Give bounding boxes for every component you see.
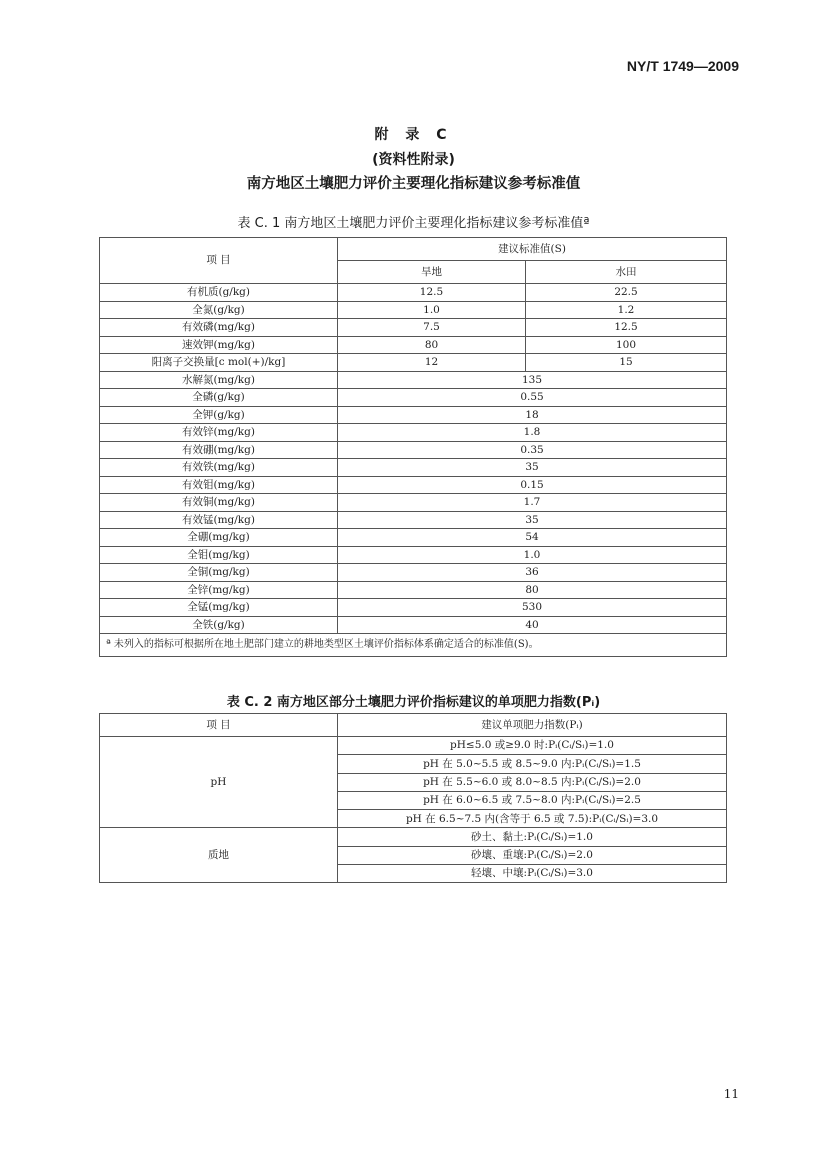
index-rule-cell: 砂壤、重壤:Pᵢ(Cᵢ/Sᵢ)=2.0 (338, 846, 727, 864)
table-row (100, 828, 727, 846)
item-cell: 有机质(g/kg) (100, 284, 338, 302)
paddy-value-cell: 1.2 (526, 301, 727, 319)
item-cell: 有效磷(mg/kg) (100, 319, 338, 337)
dryland-value-cell: 1.0 (338, 301, 526, 319)
item-cell: 全钼(mg/kg) (100, 546, 338, 564)
paddy-value-cell: 100 (526, 336, 727, 354)
annex-title: 南方地区土壤肥力评价主要理化指标建议参考标准值 (246, 176, 581, 192)
standard-value-cell: 135 (338, 371, 727, 389)
table-header-row (100, 714, 727, 737)
dryland-value-cell: 80 (338, 336, 526, 354)
standard-value-cell: 1.0 (338, 546, 727, 564)
standard-value-cell: 40 (338, 616, 727, 634)
item-cell: 全铁(g/kg) (100, 616, 338, 634)
index-rule-cell: pH 在 5.0~5.5 或 8.5~9.0 内:Pᵢ(Cᵢ/Sᵢ)=1.5 (338, 755, 727, 773)
standard-value-cell: 1.8 (338, 424, 727, 442)
standard-value-cell: 35 (338, 511, 727, 529)
table-row (100, 616, 727, 634)
standard-value-cell: 35 (338, 459, 727, 477)
item-cell: 有效钼(mg/kg) (100, 476, 338, 494)
header-dryland: 旱地 (338, 261, 526, 284)
table-row (100, 494, 727, 512)
standard-code: NY/T 1749—2009 (626, 58, 739, 74)
standard-value-cell: 54 (338, 529, 727, 547)
table-row (100, 284, 727, 302)
paddy-value-cell: 12.5 (526, 319, 727, 337)
index-rule-cell: pH 在 5.5~6.0 或 8.0~8.5 内:Pᵢ(Cᵢ/Sᵢ)=2.0 (338, 773, 727, 791)
table1-caption: 表 C. 1 南方地区土壤肥力评价主要理化指标建议参考标准值ª (237, 216, 590, 231)
header-paddy: 水田 (526, 261, 727, 284)
table-row (100, 441, 727, 459)
fertility-index-table (99, 713, 727, 883)
header-item: 项 目 (100, 238, 338, 284)
dryland-value-cell: 7.5 (338, 319, 526, 337)
table2-caption: 表 C. 2 南方地区部分土壤肥力评价指标建议的单项肥力指数(Pᵢ) (226, 695, 601, 710)
index-rule-cell: 轻壤、中壤:Pᵢ(Cᵢ/Sᵢ)=3.0 (338, 865, 727, 883)
table-row (100, 406, 727, 424)
table-row (100, 354, 727, 372)
item-cell: 全锰(mg/kg) (100, 599, 338, 617)
table-row (100, 336, 727, 354)
table-row (100, 459, 727, 477)
table-header-row (100, 238, 727, 261)
standard-value-cell: 530 (338, 599, 727, 617)
standard-value-cell: 0.35 (338, 441, 727, 459)
index-rule-cell: pH≤5.0 或≥9.0 时:Pᵢ(Cᵢ/Sᵢ)=1.0 (338, 737, 727, 755)
index-rule-cell: pH 在 6.5~7.5 内(含等于 6.5 或 7.5):Pᵢ(Cᵢ/Sᵢ)=3.0 (338, 810, 727, 828)
standard-value-cell: 36 (338, 564, 727, 582)
table-row (100, 389, 727, 407)
item-cell: 全铜(mg/kg) (100, 564, 338, 582)
table-row (100, 371, 727, 389)
item-cell: 有效锰(mg/kg) (100, 511, 338, 529)
table-row (100, 529, 727, 547)
item-cell: 质地 (100, 828, 338, 883)
dryland-value-cell: 12 (338, 354, 526, 372)
header-fertility-index: 建议单项肥力指数(Pᵢ) (338, 714, 727, 737)
reference-standard-table (99, 237, 727, 657)
item-cell: 全硼(mg/kg) (100, 529, 338, 547)
dryland-value-cell: 12.5 (338, 284, 526, 302)
table-row (100, 599, 727, 617)
item-cell: 全氮(g/kg) (100, 301, 338, 319)
table-row (100, 511, 727, 529)
item-cell: 有效铜(mg/kg) (100, 494, 338, 512)
item-cell: 水解氮(mg/kg) (100, 371, 338, 389)
table-row (100, 301, 727, 319)
header-standard-value: 建议标准值(S) (338, 238, 727, 261)
table-footnote: ª 未列入的指标可根据所在地土肥部门建立的耕地类型区土壤评价指标体系确定适合的标准值(S)。 (100, 634, 727, 657)
table-row (100, 581, 727, 599)
table-row (100, 476, 727, 494)
table-row (100, 737, 727, 755)
item-cell: 全钾(g/kg) (100, 406, 338, 424)
item-cell: 速效钾(mg/kg) (100, 336, 338, 354)
header-item: 项 目 (100, 714, 338, 737)
table-row (100, 546, 727, 564)
standard-value-cell: 0.15 (338, 476, 727, 494)
table-row (100, 319, 727, 337)
table-row (100, 564, 727, 582)
page-number: 11 (723, 1087, 739, 1101)
standard-value-cell: 0.55 (338, 389, 727, 407)
item-cell: pH (100, 737, 338, 828)
index-rule-cell: pH 在 6.0~6.5 或 7.5~8.0 内:Pᵢ(Cᵢ/Sᵢ)=2.5 (338, 791, 727, 809)
item-cell: 有效锌(mg/kg) (100, 424, 338, 442)
standard-value-cell: 80 (338, 581, 727, 599)
paddy-value-cell: 15 (526, 354, 727, 372)
annex-nature: (资料性附录) (372, 152, 455, 168)
index-rule-cell: 砂土、黏土:Pᵢ(Cᵢ/Sᵢ)=1.0 (338, 828, 727, 846)
item-cell: 有效硼(mg/kg) (100, 441, 338, 459)
item-cell: 全锌(mg/kg) (100, 581, 338, 599)
table-row (100, 424, 727, 442)
item-cell: 有效铁(mg/kg) (100, 459, 338, 477)
standard-value-cell: 18 (338, 406, 727, 424)
annex-label: 附 录 C (374, 127, 453, 143)
table-footnote-row (100, 634, 727, 657)
item-cell: 阳离子交换量[c mol(+)/kg] (100, 354, 338, 372)
item-cell: 全磷(g/kg) (100, 389, 338, 407)
standard-value-cell: 1.7 (338, 494, 727, 512)
paddy-value-cell: 22.5 (526, 284, 727, 302)
